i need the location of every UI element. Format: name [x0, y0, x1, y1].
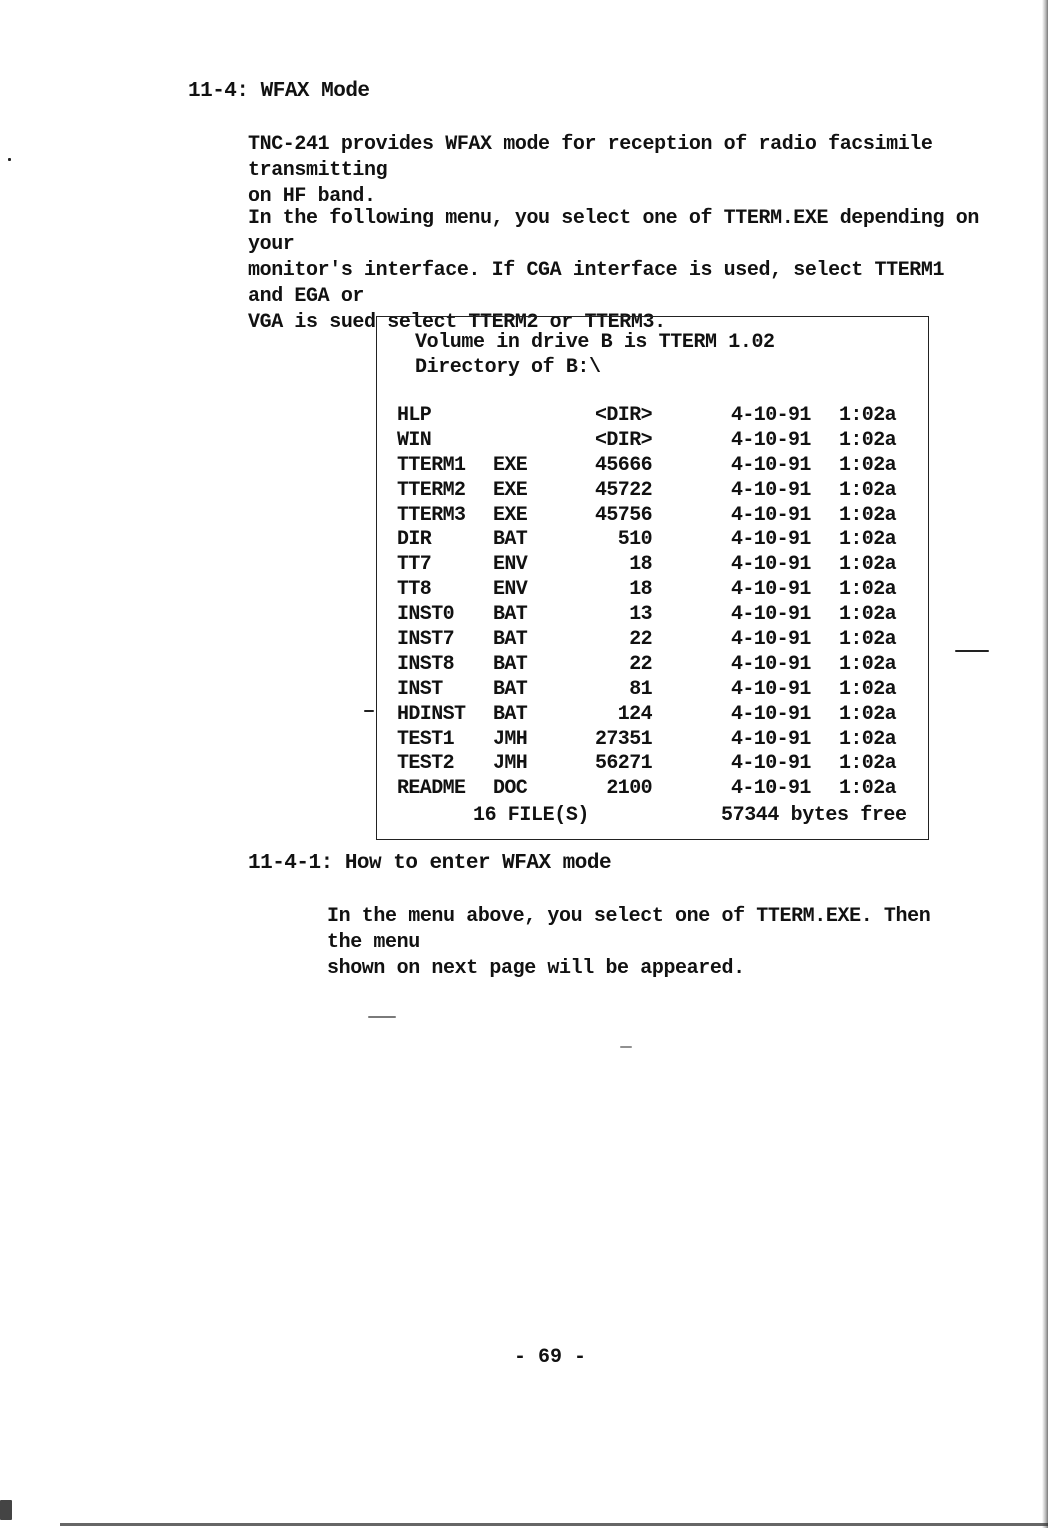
file-time: 1:02a	[839, 478, 897, 502]
file-time: 1:02a	[839, 752, 897, 776]
file-date: 4-10-91	[731, 404, 811, 427]
directory-table	[395, 404, 915, 802]
file-size: 18	[629, 553, 652, 577]
file-name: TT8	[397, 578, 432, 602]
file-time: 1:02a	[839, 628, 897, 652]
file-extension: ENV	[493, 553, 528, 577]
file-name: INST8	[397, 652, 455, 676]
file-name: TTERM1	[397, 453, 466, 477]
directory-line: Directory of B:\	[415, 356, 601, 379]
file-name: INST0	[397, 603, 455, 627]
file-size: 18	[629, 578, 652, 602]
file-name: INST	[397, 677, 443, 701]
scan-speck	[620, 1046, 632, 1048]
file-size: 510	[617, 528, 652, 552]
file-size: 13	[629, 603, 652, 627]
file-size: 124	[617, 702, 652, 726]
directory-row	[395, 578, 915, 603]
directory-row	[395, 628, 915, 653]
file-date: 4-10-91	[731, 503, 811, 527]
file-time: 1:02a	[839, 603, 897, 627]
file-size: 45756	[594, 503, 652, 527]
file-size: 22	[629, 628, 652, 652]
file-size: <DIR>	[594, 404, 652, 427]
file-name: TT7	[397, 553, 432, 577]
file-date: 4-10-91	[731, 752, 811, 776]
file-extension: BAT	[493, 652, 528, 676]
file-extension: BAT	[493, 628, 528, 652]
file-extension: EXE	[493, 478, 528, 502]
directory-row	[395, 653, 915, 678]
file-date: 4-10-91	[731, 553, 811, 577]
file-name: DIR	[397, 528, 432, 552]
file-extension: JMH	[493, 752, 528, 776]
directory-row	[395, 404, 915, 429]
file-date: 4-10-91	[731, 677, 811, 701]
file-size: 45666	[594, 453, 652, 477]
intro-paragraph: TNC-241 provides WFAX mode for reception of radio facsimile transmitting on HF band.	[248, 133, 933, 208]
file-extension: ENV	[493, 578, 528, 602]
file-size: 56271	[594, 752, 652, 776]
file-date: 4-10-91	[731, 777, 811, 801]
scan-bottom-line	[60, 1523, 1048, 1526]
file-date: 4-10-91	[731, 453, 811, 477]
file-extension: DOC	[493, 777, 528, 801]
bytes-free: 57344 bytes free	[721, 804, 907, 827]
file-date: 4-10-91	[731, 652, 811, 676]
file-name: HDINST	[397, 702, 466, 726]
directory-row	[395, 777, 915, 802]
section-heading: 11-4: WFAX Mode	[188, 80, 370, 103]
subsection-paragraph: In the menu above, you select one of TTERM.EXE. Then the menu shown on next page will be appeared.	[327, 905, 931, 980]
file-date: 4-10-91	[731, 727, 811, 751]
directory-row	[395, 553, 915, 578]
scan-edge-shadow	[1042, 0, 1048, 1528]
file-extension: BAT	[493, 702, 528, 726]
directory-row	[395, 429, 915, 454]
file-date: 4-10-91	[731, 428, 811, 452]
file-time: 1:02a	[839, 777, 897, 801]
file-name: HLP	[397, 404, 432, 427]
file-time: 1:02a	[839, 553, 897, 577]
scan-speck	[0, 1500, 12, 1520]
file-time: 1:02a	[839, 578, 897, 602]
file-time: 1:02a	[839, 702, 897, 726]
file-date: 4-10-91	[731, 478, 811, 502]
file-size: 2100	[606, 777, 652, 801]
directory-row	[395, 703, 915, 728]
directory-row	[395, 479, 915, 504]
subsection-heading: 11-4-1: How to enter WFAX mode	[248, 852, 612, 875]
file-name: TEST2	[397, 752, 455, 776]
file-extension: EXE	[493, 503, 528, 527]
directory-row	[395, 603, 915, 628]
file-date: 4-10-91	[731, 702, 811, 726]
directory-row	[395, 528, 915, 553]
file-extension: BAT	[493, 528, 528, 552]
file-extension: BAT	[493, 603, 528, 627]
scan-speck	[368, 1016, 396, 1018]
scan-speck	[364, 710, 374, 712]
file-name: INST7	[397, 628, 455, 652]
file-extension: BAT	[493, 677, 528, 701]
file-size: 45722	[594, 478, 652, 502]
directory-row	[395, 454, 915, 479]
menu-paragraph: In the following menu, you select one of TTERM.EXE depending on your monitor's interface. If CGA interface is used, select TTERM1 and EGA or VGA is sued select TTERM2 or TTERM3.	[248, 207, 979, 334]
file-extension: EXE	[493, 453, 528, 477]
file-time: 1:02a	[839, 428, 897, 452]
file-size: 81	[629, 677, 652, 701]
file-name: TTERM2	[397, 478, 466, 502]
file-date: 4-10-91	[731, 603, 811, 627]
directory-listing-box	[376, 316, 929, 840]
directory-row	[395, 504, 915, 529]
file-size: <DIR>	[594, 428, 652, 452]
scan-speck	[955, 650, 989, 652]
file-date: 4-10-91	[731, 578, 811, 602]
file-extension: JMH	[493, 727, 528, 751]
page-number: - 69 -	[513, 1346, 586, 1369]
directory-row	[395, 678, 915, 703]
file-size: 22	[629, 652, 652, 676]
file-name: README	[397, 777, 466, 801]
file-date: 4-10-91	[731, 528, 811, 552]
directory-row	[395, 752, 915, 777]
file-name: TEST1	[397, 727, 455, 751]
file-name: TTERM3	[397, 503, 466, 527]
file-name: WIN	[397, 428, 432, 452]
volume-line: Volume in drive B is TTERM 1.02	[415, 331, 775, 354]
file-time: 1:02a	[839, 404, 897, 427]
file-time: 1:02a	[839, 528, 897, 552]
directory-row	[395, 728, 915, 753]
files-count: 16 FILE(S)	[473, 804, 590, 827]
file-time: 1:02a	[839, 677, 897, 701]
file-time: 1:02a	[839, 652, 897, 676]
file-date: 4-10-91	[731, 628, 811, 652]
file-time: 1:02a	[839, 453, 897, 477]
file-size: 27351	[594, 727, 652, 751]
file-time: 1:02a	[839, 727, 897, 751]
file-time: 1:02a	[839, 503, 897, 527]
scan-speck	[8, 158, 11, 161]
